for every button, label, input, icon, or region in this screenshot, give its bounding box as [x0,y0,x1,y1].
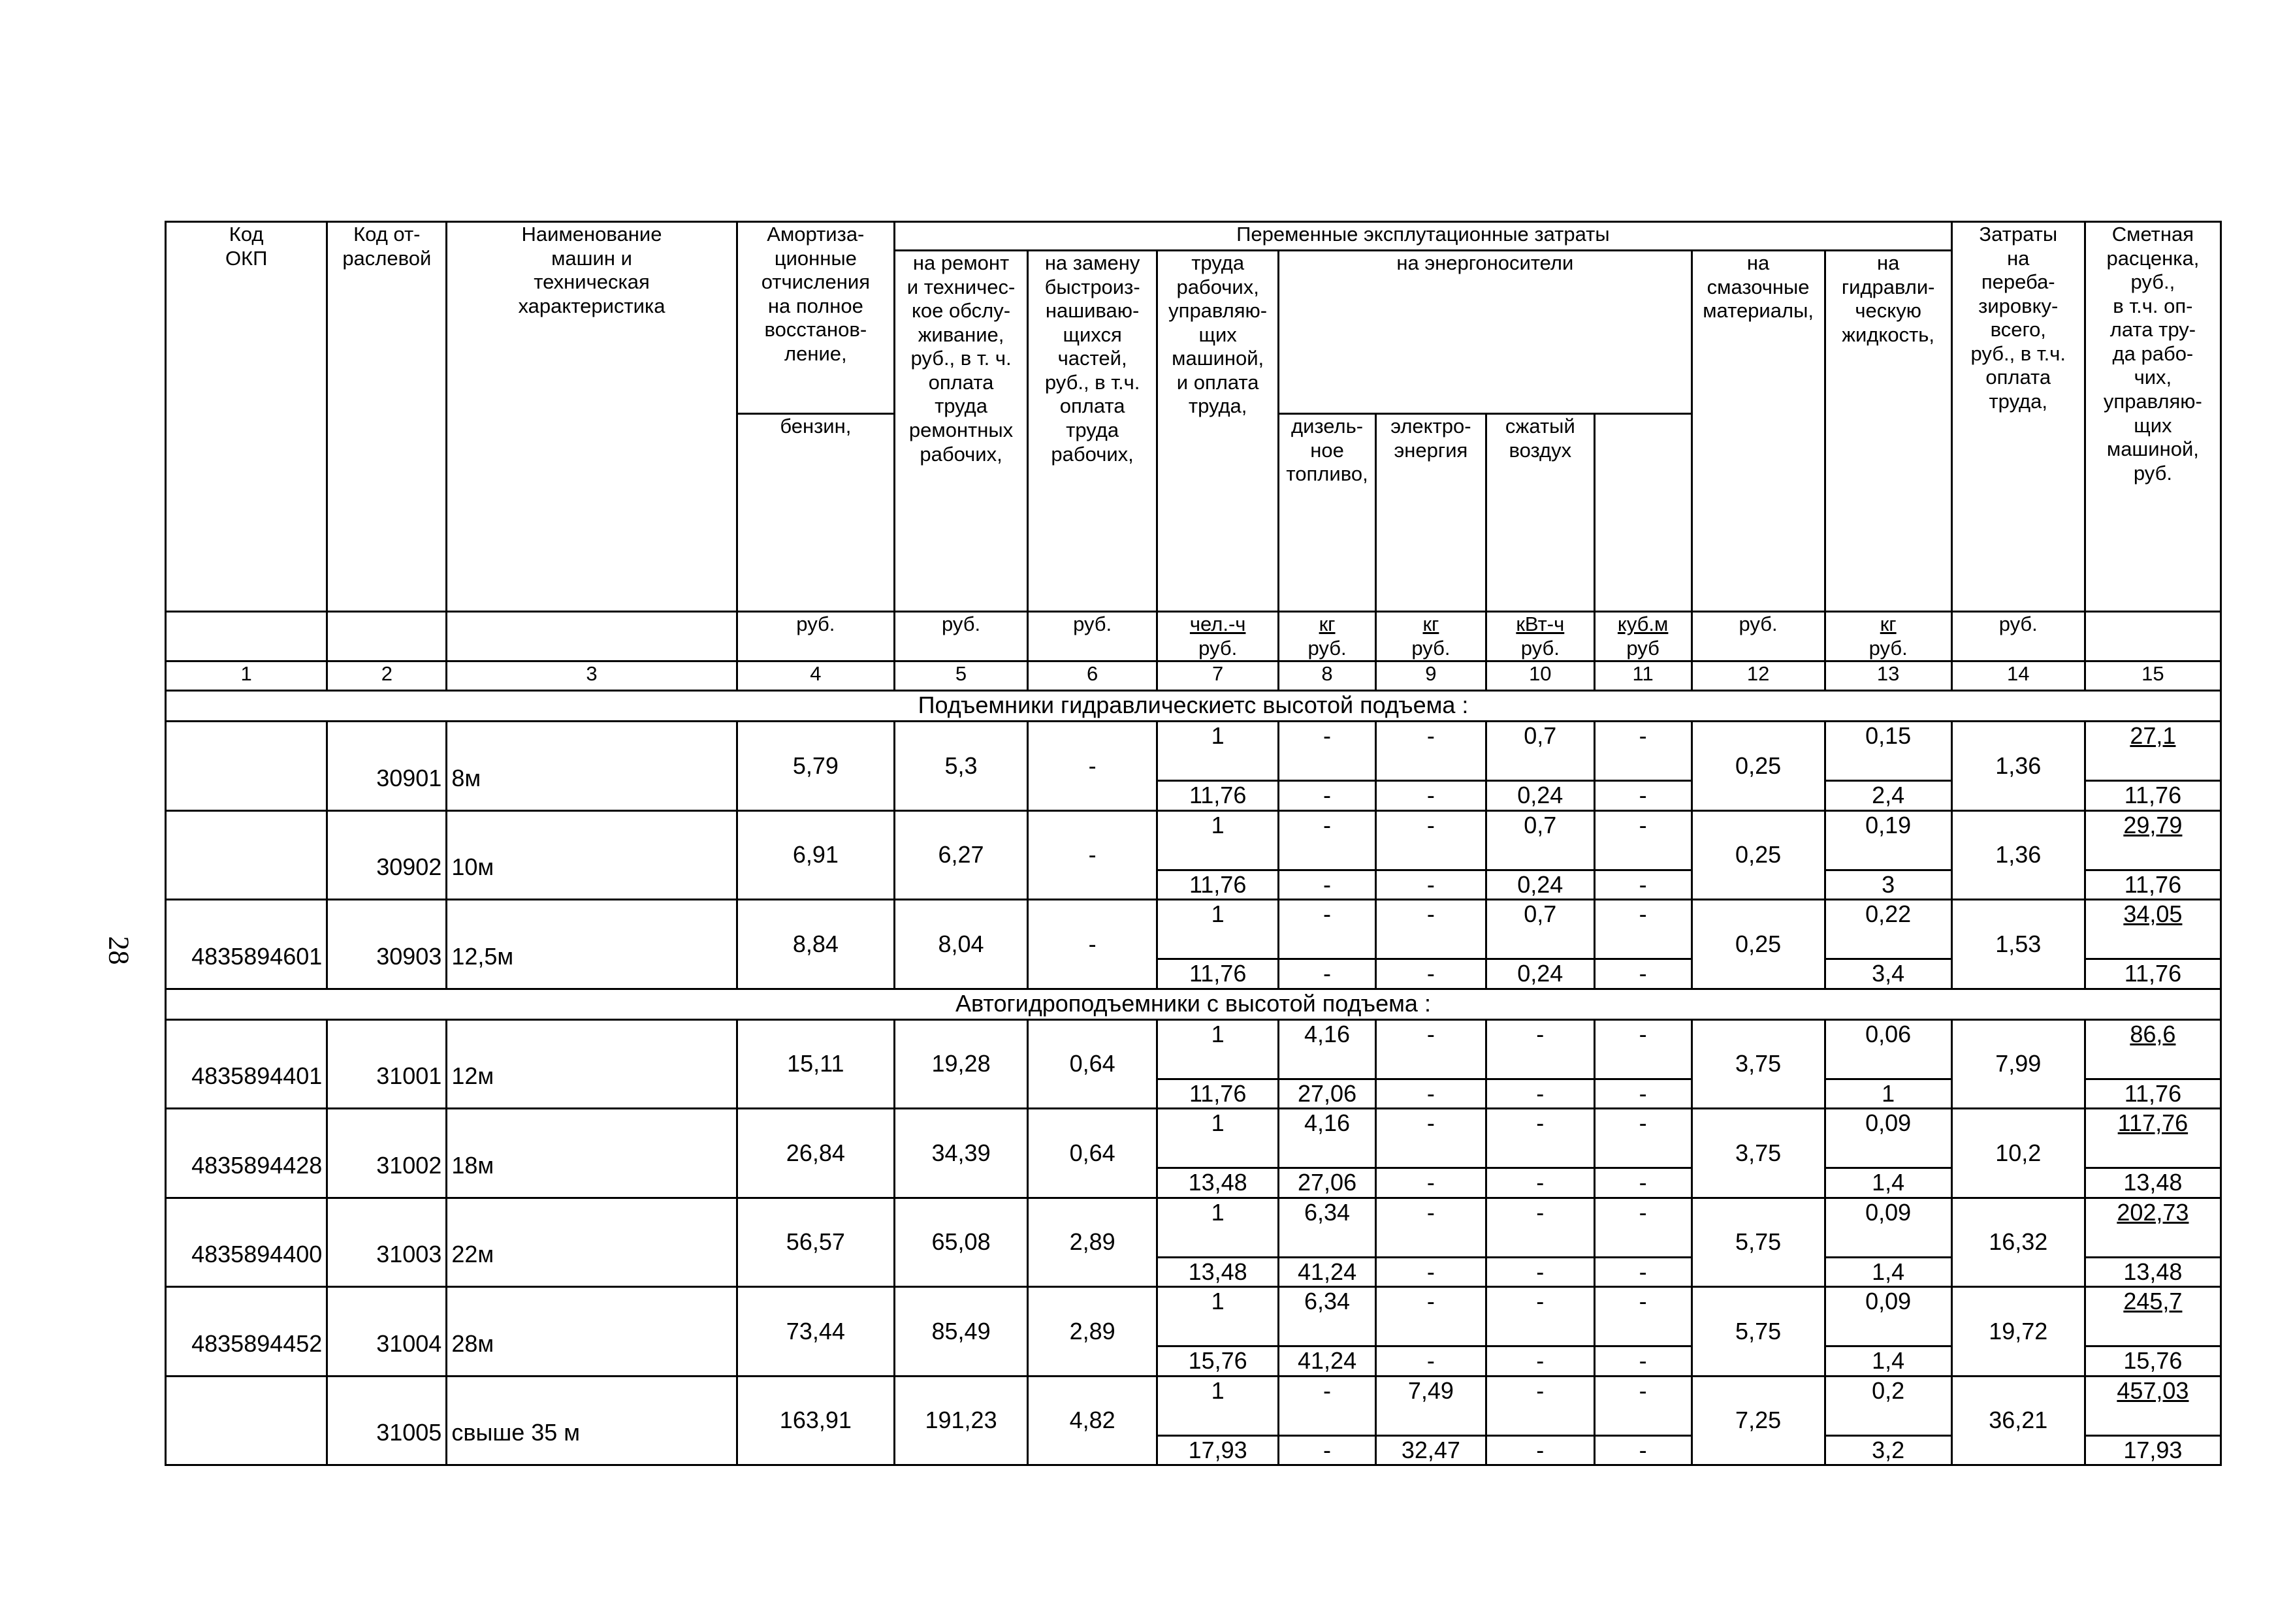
relocation-value: 1,53 [1951,900,2085,989]
electricity-value: - [1486,1287,1594,1346]
electricity-cost: 0,24 [1486,959,1594,989]
labor-cost: 13,48 [1157,1168,1279,1198]
column-number: 9 [1375,661,1486,691]
okp-code: 4835894601 [166,900,327,989]
repair-value: 65,08 [895,1198,1028,1286]
hydraulic-cost: 1,4 [1825,1257,1951,1286]
labor-cost: 17,93 [1157,1435,1279,1465]
estimate-price-labor: 13,48 [2085,1168,2221,1198]
column-number: 2 [327,661,447,691]
unit-labor-rub: руб. [1198,636,1238,660]
machine-name: 22м [447,1198,737,1286]
unit-petrol-rub: руб. [1307,636,1347,660]
branch-code: 30902 [327,810,447,899]
petrol-value: - [1279,1376,1376,1435]
repair-value: 85,49 [895,1287,1028,1376]
petrol-value: 6,34 [1279,1198,1376,1257]
petrol-cost: - [1279,870,1376,899]
diesel-cost: - [1375,1079,1486,1108]
machine-row [166,1198,2221,1257]
machine-row [166,1019,2221,1079]
section-title: Подъемники гидравлическиетс высотой подъема : [166,691,2221,722]
hydraulic-value: 0,09 [1825,1287,1951,1346]
unit-air-rub: руб [1626,636,1660,660]
unit-diesel [1375,612,1486,661]
parts-value: - [1028,900,1157,989]
repair-value: 8,04 [895,900,1028,989]
petrol-cost: - [1279,1435,1376,1465]
relocation-value: 16,32 [1951,1198,2085,1286]
repair-value: 5,3 [895,722,1028,810]
column-number: 15 [2085,661,2221,691]
labor-cost: 15,76 [1157,1346,1279,1376]
branch-code: 31002 [327,1109,447,1198]
header-repair: на ремонт и техничес- кое обслу- живание, руб., в т. ч. оплата труда ремонтных рабочих, [895,251,1028,612]
parts-value: 2,89 [1028,1198,1157,1286]
compressed-air-cost: - [1594,1346,1692,1376]
compressed-air-value: - [1594,722,1692,781]
diesel-cost: - [1375,1168,1486,1198]
petrol-value: - [1279,900,1376,959]
header-branch-code: Код от- раслевой [327,222,447,612]
hydraulic-value: 0,09 [1825,1198,1951,1257]
machine-name: 18м [447,1109,737,1198]
estimate-price-labor: 11,76 [2085,1079,2221,1108]
lubricants-value: 7,25 [1692,1376,1825,1465]
relocation-value: 10,2 [1951,1109,2085,1198]
header-parts: на замену быстроиз- нашиваю- щихся частей, руб., в т.ч. оплата труда рабочих, [1028,251,1157,612]
column-number: 10 [1486,661,1594,691]
parts-value: 2,89 [1028,1287,1157,1376]
relocation-value: 19,72 [1951,1287,2085,1376]
okp-code: 4835894428 [166,1109,327,1198]
labor-value: 1 [1157,1019,1279,1079]
labor-value: 1 [1157,900,1279,959]
unit-diesel-kg: кг [1422,613,1439,636]
unit-electricity [1486,612,1594,661]
lubricants-value: 5,75 [1692,1198,1825,1286]
estimate-price-labor: 11,76 [2085,870,2221,899]
electricity-cost: - [1486,1435,1594,1465]
diesel-cost: - [1375,1257,1486,1286]
hydraulic-cost: 3 [1825,870,1951,899]
relocation-value: 36,21 [1951,1376,2085,1465]
header-electricity: электро- энергия [1375,414,1486,612]
diesel-value: 7,49 [1375,1376,1486,1435]
column-number: 6 [1028,661,1157,691]
petrol-value: 4,16 [1279,1019,1376,1079]
relocation-value: 7,99 [1951,1019,2085,1108]
labor-cost: 11,76 [1157,870,1279,899]
repair-value: 6,27 [895,810,1028,899]
column-number: 5 [895,661,1028,691]
hydraulic-value: 0,15 [1825,722,1951,781]
okp-code [166,722,327,810]
unit-repair: руб. [895,612,1028,661]
estimate-price-value: 457,03 [2085,1376,2221,1435]
okp-code [166,810,327,899]
okp-code: 4835894400 [166,1198,327,1286]
column-number: 1 [166,661,327,691]
diesel-value: - [1375,1019,1486,1079]
lubricants-value: 5,75 [1692,1287,1825,1376]
header-relocation: Затраты на переба- зировку- всего, руб., в т.ч. оплата труда, [1951,222,2085,414]
unit-petrol-kg: кг [1319,613,1336,636]
diesel-cost: - [1375,870,1486,899]
hydraulic-cost: 1,4 [1825,1346,1951,1376]
electricity-cost: - [1486,1257,1594,1286]
header-labor: труда рабочих, управляю- щих машиной, и оплата труда, [1157,251,1279,612]
labor-value: 1 [1157,810,1279,870]
column-number: 11 [1594,661,1692,691]
unit-relocation: руб. [1951,612,2085,661]
header-diesel: дизель- ное топливо, [1279,414,1376,612]
unit-labor [1157,612,1279,661]
compressed-air-cost: - [1594,870,1692,899]
branch-code: 31001 [327,1019,447,1108]
machine-name: 12,5м [447,900,737,989]
diesel-cost: - [1375,1346,1486,1376]
amortization-value: 26,84 [737,1109,894,1198]
page-number: 28 [103,936,135,965]
compressed-air-cost: - [1594,1079,1692,1108]
compressed-air-value: - [1594,1287,1692,1346]
hydraulic-cost: 3,2 [1825,1435,1951,1465]
machine-name: 10м [447,810,737,899]
estimate-price-labor: 13,48 [2085,1257,2221,1286]
electricity-cost: - [1486,1079,1594,1108]
petrol-value: - [1279,810,1376,870]
compressed-air-value: - [1594,1376,1692,1435]
column-number: 13 [1825,661,1951,691]
parts-value: 4,82 [1028,1376,1157,1465]
compressed-air-cost: - [1594,959,1692,989]
hydraulic-value: 0,22 [1825,900,1951,959]
section-title: Автогидроподъемники с высотой подъема : [166,989,2221,1019]
machine-name: 8м [447,722,737,810]
column-number: 3 [447,661,737,691]
estimate-price-labor: 17,93 [2085,1435,2221,1465]
unit-hydraulic [1825,612,1951,661]
branch-code: 30903 [327,900,447,989]
lubricants-value: 0,25 [1692,810,1825,899]
petrol-cost: - [1279,781,1376,810]
unit-hydraulic-kg: кг [1880,613,1897,636]
compressed-air-cost: - [1594,1257,1692,1286]
header-okp: Код ОКП [166,222,327,612]
relocation-value: 1,36 [1951,722,2085,810]
labor-cost: 11,76 [1157,1079,1279,1108]
electricity-value: - [1486,1376,1594,1435]
electricity-value: - [1486,1019,1594,1079]
unit-diesel-rub: руб. [1411,636,1451,660]
labor-value: 1 [1157,1287,1279,1346]
estimate-price-value: 34,05 [2085,900,2221,959]
amortization-value: 15,11 [737,1019,894,1108]
header-lubricants: на смазочные материалы, [1692,251,1825,612]
electricity-value: - [1486,1109,1594,1168]
labor-cost: 13,48 [1157,1257,1279,1286]
section-row [166,989,2221,1019]
header-estimate-price: Сметная расценка, руб., в т.ч. оп- лата тру- да рабо- чих, управляю- щих машиной, руб. [2085,222,2221,612]
compressed-air-value: - [1594,1019,1692,1079]
diesel-value: - [1375,1109,1486,1168]
parts-value: 0,64 [1028,1019,1157,1108]
estimate-price-value: 117,76 [2085,1109,2221,1168]
unit-air-m3: куб.м [1617,613,1669,636]
diesel-value: - [1375,810,1486,870]
amortization-value: 8,84 [737,900,894,989]
electricity-cost: - [1486,1346,1594,1376]
header-energy: на энергоносители [1279,251,1692,414]
labor-value: 1 [1157,1376,1279,1435]
hydraulic-value: 0,19 [1825,810,1951,870]
estimate-price-value: 202,73 [2085,1198,2221,1257]
labor-cost: 11,76 [1157,959,1279,989]
repair-value: 191,23 [895,1376,1028,1465]
diesel-cost: - [1375,781,1486,810]
machine-name: 28м [447,1287,737,1376]
header-amortization: Амортиза- ционные отчисления на полное восстанов- ление, [737,222,894,414]
hydraulic-cost: 2,4 [1825,781,1951,810]
okp-code [166,1376,327,1465]
hydraulic-cost: 3,4 [1825,959,1951,989]
petrol-value: - [1279,722,1376,781]
unit-amortization: руб. [737,612,894,661]
header-variable-costs: Переменные эксплутационные затраты [895,222,1952,251]
machine-row [166,1109,2221,1168]
parts-value: 0,64 [1028,1109,1157,1198]
estimate-price-value: 27,1 [2085,722,2221,781]
estimate-price-labor: 11,76 [2085,781,2221,810]
petrol-cost: 27,06 [1279,1079,1376,1108]
compressed-air-cost: - [1594,1168,1692,1198]
labor-value: 1 [1157,722,1279,781]
petrol-cost: 41,24 [1279,1346,1376,1376]
unit-estimate-price [2085,612,2221,661]
branch-code: 31003 [327,1198,447,1286]
column-number: 7 [1157,661,1279,691]
labor-value: 1 [1157,1198,1279,1257]
lubricants-value: 3,75 [1692,1019,1825,1108]
hydraulic-cost: 1 [1825,1079,1951,1108]
hydraulic-cost: 1,4 [1825,1168,1951,1198]
petrol-cost: - [1279,959,1376,989]
estimate-price-labor: 11,76 [2085,959,2221,989]
okp-code: 4835894401 [166,1019,327,1108]
estimate-price-value: 29,79 [2085,810,2221,870]
header-amortization-spacer [1594,414,1692,612]
electricity-value: 0,7 [1486,810,1594,870]
amortization-value: 163,91 [737,1376,894,1465]
header-petrol: бензин, [737,414,894,612]
amortization-value: 5,79 [737,722,894,810]
diesel-cost: - [1375,959,1486,989]
branch-code: 30901 [327,722,447,810]
diesel-value: - [1375,1287,1486,1346]
electricity-cost: - [1486,1168,1594,1198]
unit-lubricants: руб. [1692,612,1825,661]
amortization-value: 6,91 [737,810,894,899]
lubricants-value: 0,25 [1692,900,1825,989]
column-number: 12 [1692,661,1825,691]
petrol-value: 4,16 [1279,1109,1376,1168]
compressed-air-cost: - [1594,1435,1692,1465]
electricity-value: 0,7 [1486,900,1594,959]
amortization-value: 56,57 [737,1198,894,1286]
parts-value: - [1028,810,1157,899]
header-name: Наименование машин и техническая характеристика [447,222,737,612]
column-number: 14 [1951,661,2085,691]
electricity-value: 0,7 [1486,722,1594,781]
machine-row [166,810,2221,870]
unit-petrol [1279,612,1376,661]
compressed-air-value: - [1594,900,1692,959]
petrol-cost: 41,24 [1279,1257,1376,1286]
unit-air [1594,612,1692,661]
header-compressed-air: сжатый воздух [1486,414,1594,612]
unit-labor-hours: чел.-ч [1189,613,1246,636]
column-number: 4 [737,661,894,691]
compressed-air-value: - [1594,810,1692,870]
hydraulic-value: 0,2 [1825,1376,1951,1435]
machine-row [166,900,2221,959]
unit-branch-code [327,612,447,661]
column-numbers-row [166,661,2221,691]
estimate-price-labor: 15,76 [2085,1346,2221,1376]
unit-name [447,612,737,661]
machine-name: свыше 35 м [447,1376,737,1465]
unit-electricity-rub: руб. [1520,636,1560,660]
diesel-value: - [1375,1198,1486,1257]
lubricants-value: 0,25 [1692,722,1825,810]
header-hydraulic: на гидравли- ческую жидкость, [1825,251,1951,612]
unit-hydraulic-rub: руб. [1868,636,1908,660]
header-relocation-spacer [1951,414,2085,612]
petrol-cost: 27,06 [1279,1168,1376,1198]
column-number: 8 [1279,661,1376,691]
machine-row [166,1376,2221,1435]
lubricants-value: 3,75 [1692,1109,1825,1198]
electricity-cost: 0,24 [1486,870,1594,899]
diesel-value: - [1375,722,1486,781]
machine-row [166,722,2221,781]
electricity-cost: 0,24 [1486,781,1594,810]
diesel-cost: 32,47 [1375,1435,1486,1465]
branch-code: 31004 [327,1287,447,1376]
okp-code: 4835894452 [166,1287,327,1376]
repair-value: 19,28 [895,1019,1028,1108]
compressed-air-value: - [1594,1109,1692,1168]
machine-cost-table [165,221,2222,1466]
branch-code: 31005 [327,1376,447,1465]
unit-parts: руб. [1028,612,1157,661]
compressed-air-value: - [1594,1198,1692,1257]
hydraulic-value: 0,09 [1825,1109,1951,1168]
diesel-value: - [1375,900,1486,959]
estimate-price-value: 245,7 [2085,1287,2221,1346]
petrol-value: 6,34 [1279,1287,1376,1346]
compressed-air-cost: - [1594,781,1692,810]
repair-value: 34,39 [895,1109,1028,1198]
electricity-value: - [1486,1198,1594,1257]
amortization-value: 73,44 [737,1287,894,1376]
machine-name: 12м [447,1019,737,1108]
labor-value: 1 [1157,1109,1279,1168]
machine-row [166,1287,2221,1346]
estimate-price-value: 86,6 [2085,1019,2221,1079]
section-row [166,691,2221,722]
relocation-value: 1,36 [1951,810,2085,899]
parts-value: - [1028,722,1157,810]
labor-cost: 11,76 [1157,781,1279,810]
hydraulic-value: 0,06 [1825,1019,1951,1079]
unit-electricity-kwh: кВт-ч [1516,613,1565,636]
unit-okp [166,612,327,661]
